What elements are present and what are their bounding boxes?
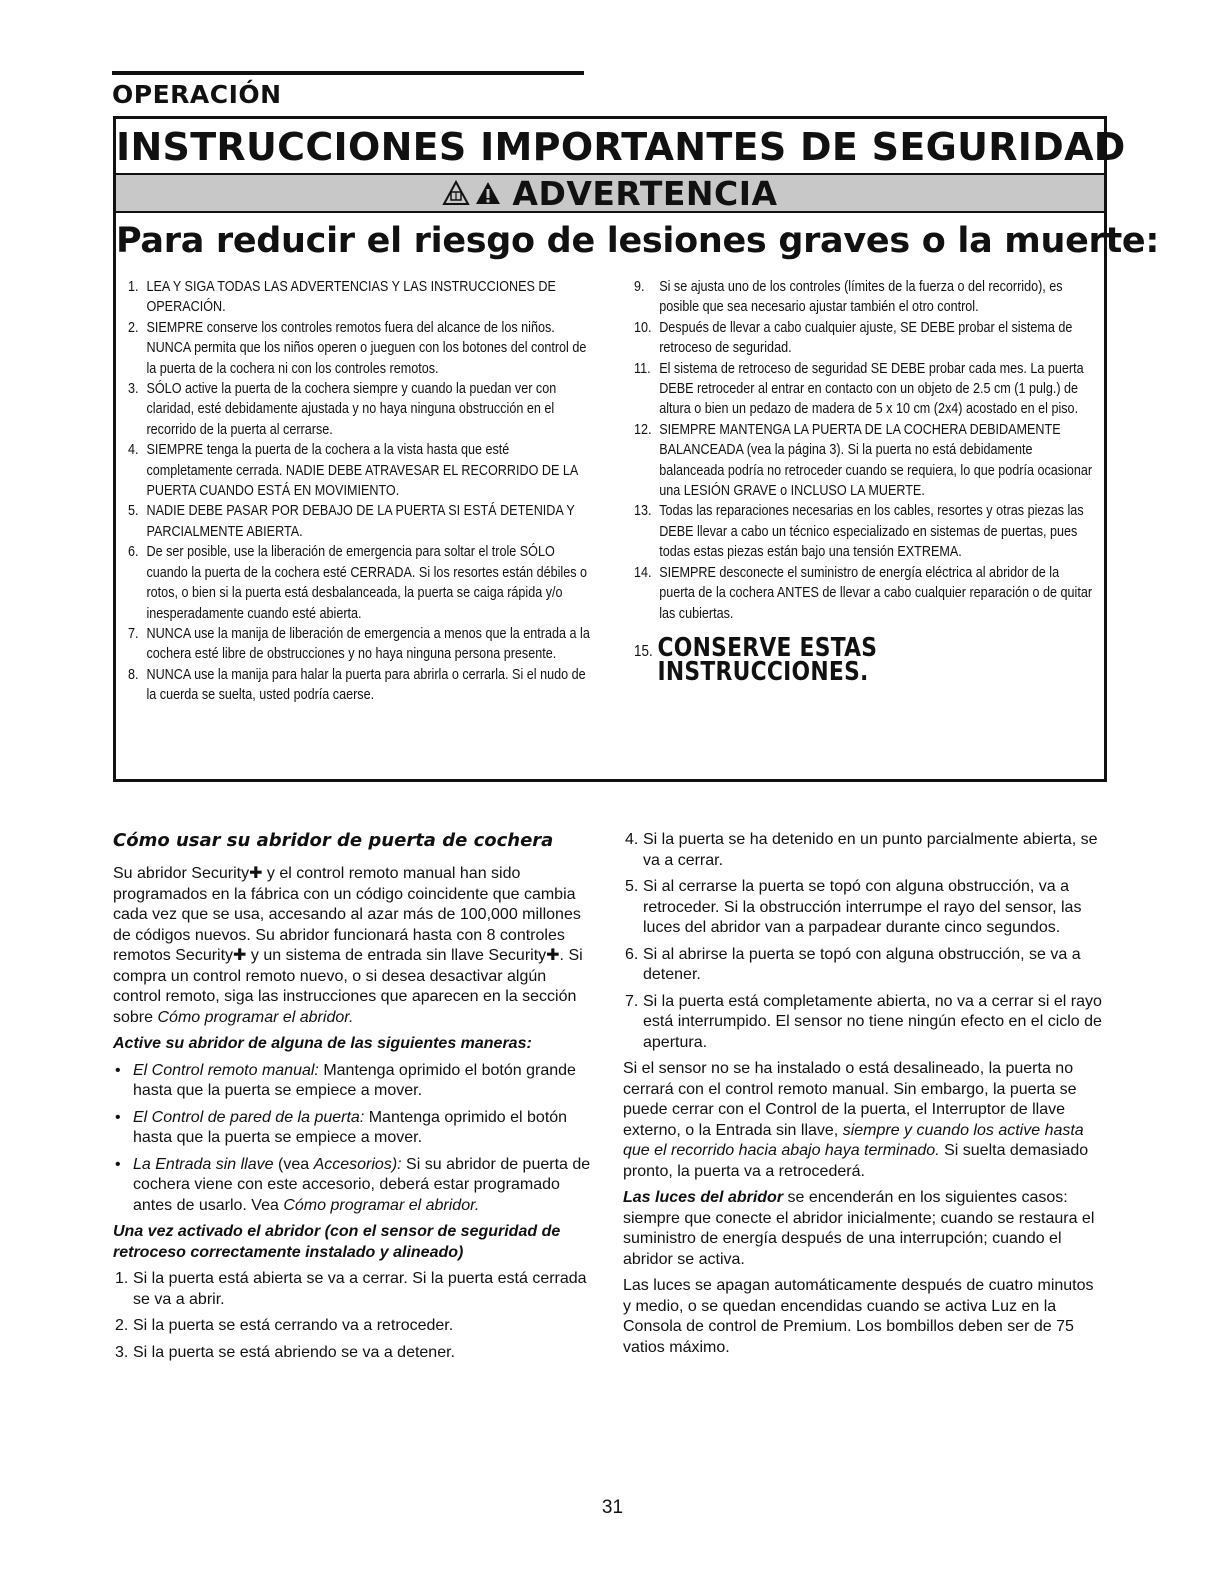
list-item: 3. Si la puerta se está abriendo se va a detener.: [115, 1343, 455, 1361]
list-item: 5. Si al cerrarse la puerta se topó con alguna obstrucción, va a retroceder. Si la obstrucción interrumpe el rayo del sensor, las luces del abridor van a parpadear durante cinco segundos.: [625, 878, 1082, 936]
rule-item: 5. NADIE DEBE PASAR POR DEBAJO DE LA PUERTA SI ESTÁ DETENIDA Y PARCIALMENTE ABIERTA.: [128, 502, 575, 540]
right-column: [623, 830, 1103, 1364]
rule-item: 11. El sistema de retroceso de seguridad SE DEBE probar cada mes. La puerta DEBE retroceder al entrar en contacto con un objeto de 2.5 cm (1 pulg.) de altura o bien un pedazo de madera de 5 x 10 cm (2x4) acostado en el piso.: [634, 359, 1084, 418]
rule-item: 14. SIEMPRE desconecte el suministro de energía eléctrica al abridor de la puerta de la cochera ANTES de llevar a cabo cualquier reparación o de quitar las cubiertas.: [634, 563, 1093, 622]
rule-item: 9. Si se ajusta uno de los controles (límites de la fuerza o del recorrido), es posible que sea necesario ajustar también el otro control.: [634, 278, 1063, 316]
lights-paragraph: Las luces del abridor se encenderán en los siguientes casos: siempre que conecte el abridor inicialmente; cuando se restaura el suministro de energía después de una interrupción; cuando el abridor se activa.: [623, 1189, 1095, 1268]
rule-item: 4. SIEMPRE tenga la puerta de la cochera a la vista hasta que esté completamente cerrada. NADIE DEBE ATRAVESAR EL RECORRIDO DE LA PUERTA CUANDO ESTÁ EN MOVIMIENTO.: [128, 441, 578, 500]
page-number: 31: [601, 1497, 624, 1518]
warning-triangle-icon: [474, 180, 502, 206]
rule-item: 2. SIEMPRE conserve los controles remotos fuera del alcance de los niños. NUNCA permita que los niños operen o jueguen con los botones del control de la puerta de la cochera ni con los controles remotos.: [128, 318, 587, 377]
list-item: • La Entrada sin llave (vea Accesorios): Si su abridor de puerta de cochera viene con este accesorio, deberá estar programado antes de usarlo. Vea Cómo programar el abridor.: [115, 1155, 591, 1214]
activate-heading: Active su abridor de alguna de las siguientes maneras:: [113, 1035, 532, 1052]
rule-item: 3. SÓLO active la puerta de la cochera siempre y cuando la puedan ver con claridad, esté debidamente ajustada y no haya ninguna obstrucción en el recorrido de la puerta al cerrarse.: [128, 380, 557, 438]
rule-item: 13. Todas las reparaciones necesarias en los cables, resortes y otras piezas las DEBE llevar a cabo un técnico especializado en sistemas de puertas, pues todas estas piezas están bajo una tensión EXTREMA.: [634, 502, 1084, 561]
sensor-paragraph: Si el sensor no se ha instalado o está desalineado, la puerta no cerrará con el control remoto manual. Sin embargo, la puerta se puede cerrar con el Control de la puerta, el Interruptor de llave externo, o la Entrada sin llave, siempre y cuando los active hasta que el recorrido hacia abajo haya terminado. Si suelta demasiado pronto, la puerta va a retrocederá.: [623, 1060, 1089, 1180]
safety-box: [113, 116, 1160, 782]
list-item: 1. Si la puerta está abierta se va a cerrar. Si la puerta está cerrada se va a abrir.: [115, 1270, 587, 1308]
lights-off-paragraph: Las luces se apagan automáticamente después de cuatro minutos y medio, o se quedan encendidas cuando se activa Luz en la Consola de control de Premium. Los bombillos deben ser de 75 vatios máximo.: [623, 1277, 1094, 1356]
warning-icons: [442, 180, 502, 206]
section-rule: [112, 71, 584, 75]
rule-item-keep-instructions: 15. CONSERVE ESTAS INSTRUCCIONES.: [634, 632, 878, 688]
warning-band: [116, 173, 1104, 213]
rule-item: 7. NUNCA use la manija de liberación de emergencia a menos que la entrada a la cochera esté libre de obstrucciones y no haya ninguna persona presente.: [128, 624, 590, 663]
safety-heading: INSTRUCCIONES IMPORTANTES DE SEGURIDAD: [116, 125, 1126, 169]
read-manual-icon: [442, 180, 470, 206]
list-item: • El Control de pared de la puerta: Mantenga oprimido el botón hasta que la puerta se empiece a mover.: [115, 1108, 568, 1146]
rule-item: 6. De ser posible, use la liberación de emergencia para soltar el trole SÓLO cuando la puerta de la cochera esté CERRADA. Si los resortes están débiles o rotos, o bien si la puerta está desbalanceada, la puerta se caiga rápida y/o inesperadamente cuando esté abierta.: [128, 543, 588, 622]
risk-heading: Para reducir el riesgo de lesiones graves o la muerte:: [116, 221, 1160, 261]
rule-item: 1. LEA Y SIGA TODAS LAS ADVERTENCIAS Y LAS INSTRUCCIONES DE OPERACIÓN.: [128, 278, 556, 316]
rule-item: 12. SIEMPRE MANTENGA LA PUERTA DE LA COCHERA DEBIDAMENTE BALANCEADA (vea la página 3). Si la puerta no está debidamente balanceada podría no retroceder cuando se requiera, lo que podría ocasionar una LESIÓN GRAVE o INCLUSO LA MUERTE.: [634, 420, 1093, 500]
list-item: 4. Si la puerta se ha detenido en un punto parcialmente abierta, se va a cerrar.: [625, 831, 1098, 869]
section-title: OPERACIÓN: [112, 80, 282, 109]
rule-item: 10. Después de llevar a cabo cualquier ajuste, SE DEBE probar el sistema de retroceso de seguridad.: [634, 318, 1073, 357]
list-item: • El Control remoto manual: Mantenga oprimido el botón grande hasta que la puerta se empiece a mover.: [115, 1061, 576, 1099]
list-item: 6. Si al abrirse la puerta se topó con alguna obstrucción, se va a detener.: [625, 945, 1081, 983]
usage-heading: Cómo usar su abridor de puerta de cochera: [113, 830, 554, 851]
list-item: 7. Si la puerta está completamente abierta, no va a cerrar si el rayo está interrumpido. El sensor no tiene ningún efecto en el ciclo de apertura.: [625, 992, 1102, 1051]
activated-heading: Una vez activado el abridor (con el sensor de seguridad de retroceso correctamente instalado y alineado): [113, 1223, 561, 1261]
rules-left-column: [128, 277, 590, 706]
rule-item: 8. NUNCA use la manija para halar la puerta para abrirla o cerrarla. Si el nudo de la cuerda se suelta, usted podría caerse.: [128, 665, 586, 704]
rules-right-column: [634, 277, 1096, 687]
list-item: 2. Si la puerta se está cerrando va a retroceder.: [115, 1317, 454, 1334]
left-column: [113, 830, 593, 1369]
warning-word: ADVERTENCIA: [512, 173, 778, 213]
intro-paragraph: Su abridor Security✚ y el control remoto manual han sido programados en la fábrica con un código coincidente que cambia cada vez que se usa, accesando al azar más de 100,000 millones de códigos nuevos. Su abridor funcionará hasta con 8 controles remotos Security✚ y un sistema de entrada sin llave Security✚. Si compra un control remoto nuevo, o si desea desactivar algún control remoto, siga las instrucciones que aparecen en la sección sobre Cómo programar el abridor.: [113, 865, 583, 1026]
